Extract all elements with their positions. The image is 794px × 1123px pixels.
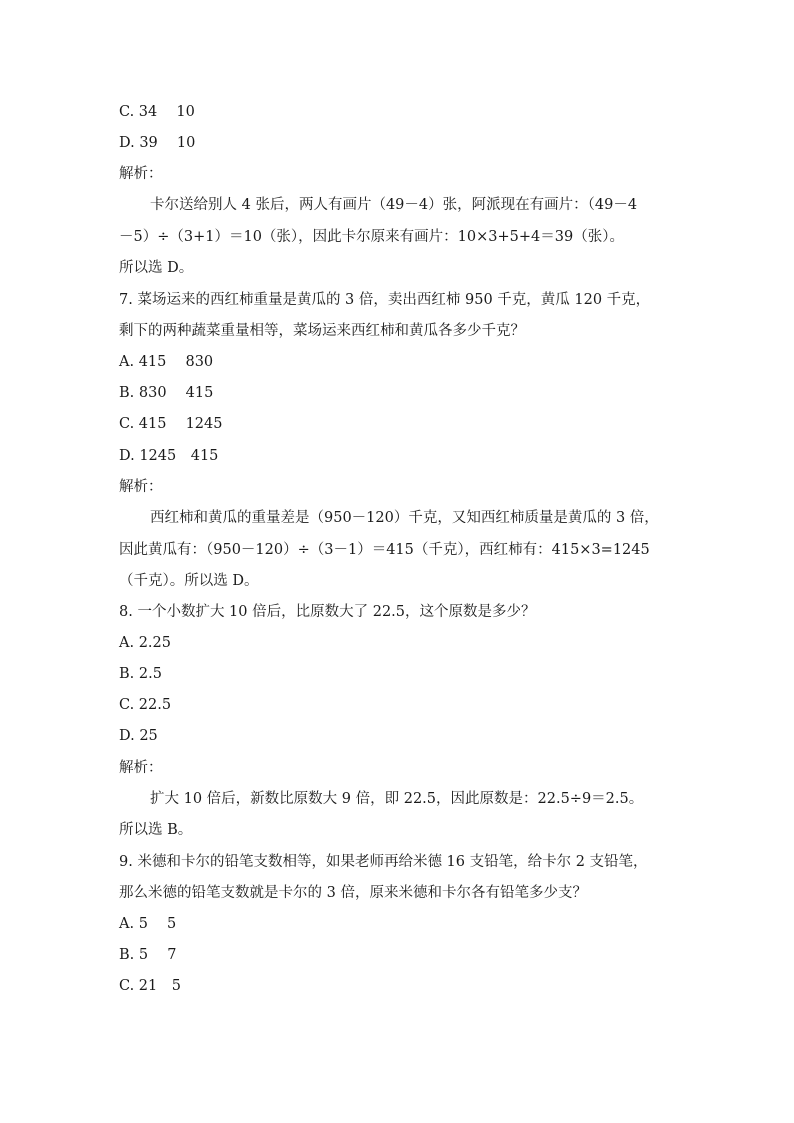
question-7: 剩下的两种蔬菜重量相等，菜场运来西红柿和黄瓜各多少千克？ — [119, 323, 525, 339]
analysis-heading: 解析： — [119, 479, 163, 495]
question-8: 8. 一个小数扩大 10 倍后，比原数大了 22.5，这个原数是多少？ — [119, 604, 536, 620]
analysis-text: 所以选 B。 — [119, 822, 193, 838]
analysis-text: 扩大 10 倍后，新数比原数大 9 倍，即 22.5，因此原数是：22.5÷9＝2.5。 — [150, 791, 644, 807]
analysis-text: 卡尔送给别人 4 张后，两人有画片（49－4）张，阿派现在有画片：（49－4 — [150, 197, 638, 213]
option-a: A. 2.25 — [119, 635, 171, 651]
analysis-text: 因此黄瓜有：（950－120）÷（3－1）＝415（千克），西红柿有：415×3=1245 — [119, 542, 650, 558]
analysis-heading: 解析： — [119, 166, 163, 182]
analysis-text: 西红柿和黄瓜的重量差是（950－120）千克，又知西红柿质量是黄瓜的 3 倍， — [150, 510, 659, 526]
option-b: B. 2.5 — [119, 666, 162, 682]
analysis-heading: 解析： — [119, 760, 163, 776]
option-c: C. 22.5 — [119, 697, 172, 713]
option-c: C. 415 1245 — [119, 416, 223, 432]
question-9: 9. 米德和卡尔的铅笔支数相等，如果老师再给米德 16 支铅笔，给卡尔 2 支铅笔， — [119, 854, 648, 870]
option-a: A. 5 5 — [119, 916, 177, 932]
analysis-text: （千克）。所以选 D。 — [119, 573, 259, 589]
analysis-text: －5）÷（3+1）＝10（张），因此卡尔原来有画片：10×3+5+4＝39（张）。 — [119, 229, 624, 245]
option-c: C. 21 5 — [119, 978, 181, 994]
option-b: B. 830 415 — [119, 385, 214, 401]
option-d: D. 39 10 — [119, 135, 196, 151]
option-d: D. 1245 415 — [119, 448, 219, 464]
option-a: A. 415 830 — [119, 354, 214, 370]
option-d: D. 25 — [119, 728, 158, 744]
analysis-text: 所以选 D。 — [119, 260, 194, 276]
option-b: B. 5 7 — [119, 947, 177, 963]
option-c: C. 34 10 — [119, 104, 195, 120]
question-9: 那么米德的铅笔支数就是卡尔的 3 倍，原来米德和卡尔各有铅笔多少支？ — [119, 885, 587, 901]
question-7: 7. 菜场运来的西红柿重量是黄瓜的 3 倍，卖出西红柿 950 千克，黄瓜 120 千克， — [119, 292, 651, 308]
